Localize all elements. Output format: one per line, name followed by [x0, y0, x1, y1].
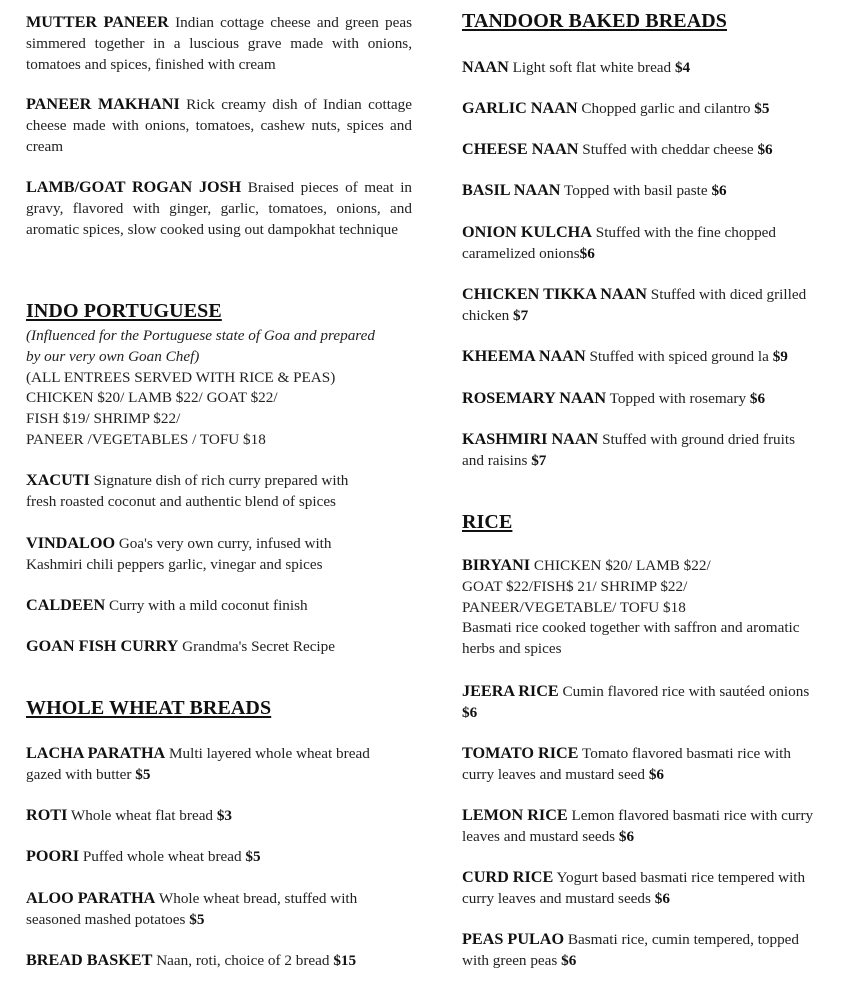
biryani-prices-line: GOAT $22/FISH$ 21/ SHRIMP $22/ — [462, 577, 688, 595]
item-description: Stuffed with ground dried fruits — [602, 431, 795, 448]
item-name: GOAN FISH CURRY — [26, 637, 179, 655]
menu-item-mutter-paneer — [26, 12, 412, 75]
item-price: $7 — [531, 451, 547, 469]
item-description: Goa's very own curry, infused with — [118, 535, 332, 552]
indo-portuguese-notes — [26, 326, 412, 451]
biryani-prices-line: CHICKEN $20/ LAMB $22/ — [533, 557, 711, 574]
indo-served-with: (ALL ENTREES SERVED WITH RICE & PEAS) — [26, 368, 336, 386]
indo-prices-line: CHICKEN $20/ LAMB $22/ GOAT $22/ — [26, 389, 278, 407]
menu-item-kheema-naan — [462, 346, 840, 368]
item-name: XACUTI — [26, 471, 90, 489]
item-name: KHEEMA NAAN — [462, 347, 586, 365]
item-name: CHICKEN TIKKA NAAN — [462, 285, 647, 303]
menu-item-basil-naan — [462, 180, 840, 202]
item-name: CHEESE NAAN — [462, 140, 579, 158]
item-name: LEMON RICE — [462, 806, 568, 824]
menu-item-kashmiri-naan — [462, 429, 840, 472]
item-name: BIRYANI — [462, 556, 531, 574]
item-price: $6 — [618, 827, 635, 845]
item-price: $7 — [513, 306, 529, 324]
menu-item-paneer-makhani — [26, 94, 412, 157]
menu-item-onion-kulcha — [462, 222, 840, 265]
menu-item-naan — [462, 57, 840, 79]
menu-item-rogan-josh — [26, 177, 412, 240]
item-name: JEERA RICE — [462, 682, 559, 700]
item-description: Multi layered whole wheat bread — [169, 745, 370, 762]
menu-item-curd-rice — [462, 867, 840, 910]
item-price: $5 — [245, 848, 261, 865]
menu-item-vindaloo — [26, 533, 412, 576]
item-description: Grandma's Secret Recipe — [182, 638, 335, 655]
item-description: herbs and spices — [462, 640, 562, 658]
menu-item-goan-fish-curry — [26, 636, 412, 658]
biryani-prices-line: PANEER/VEGETABLE/ TOFU $18 — [462, 598, 686, 616]
menu-item-lemon-rice — [462, 805, 840, 848]
item-name: PEAS PULAO — [462, 930, 565, 948]
item-description: curry leaves and mustard seed — [462, 765, 646, 783]
item-name: ROTI — [26, 806, 68, 824]
item-name: NAAN — [462, 58, 509, 76]
item-description: Kashmiri chili peppers garlic, vinegar and spices — [26, 555, 323, 573]
item-description: Signature dish of rich curry prepared with — [93, 472, 349, 489]
indo-prices-line: PANEER /VEGETABLES / TOFU $18 — [26, 430, 266, 448]
item-name: MUTTER PANEER — [26, 13, 169, 31]
item-description: caramelized onions — [462, 244, 580, 262]
menu-item-biryani — [462, 555, 840, 660]
item-description: Stuffed with spiced ground la — [589, 348, 769, 365]
indo-prices-line: FISH $19/ SHRIMP $22/ — [26, 410, 181, 428]
menu-item-lacha-paratha — [26, 743, 412, 786]
item-description: Topped with basil paste — [564, 182, 708, 199]
item-description: chicken — [462, 306, 510, 324]
item-price: $6 — [561, 951, 577, 969]
item-description: gazed with butter — [26, 765, 132, 783]
section-heading-rice: RICE — [462, 511, 513, 533]
item-price: $4 — [674, 59, 691, 76]
item-description: Cumin flavored rice with sautéed onions — [562, 683, 810, 700]
section-heading-whole-wheat-breads: WHOLE WHEAT BREADS — [26, 697, 272, 719]
section-heading-tandoor-baked-breads: TANDOOR BAKED BREADS — [462, 10, 727, 32]
item-description: Yogurt based basmati rice tempered with — [556, 869, 806, 886]
item-name: ALOO PARATHA — [26, 889, 156, 907]
item-description: with green peas — [462, 951, 558, 969]
item-price: $5 — [754, 100, 770, 117]
item-description: curry leaves and mustard seeds — [462, 889, 651, 907]
menu-item-xacuti — [26, 470, 412, 513]
menu-item-peas-pulao — [462, 929, 840, 972]
item-price: $6 — [757, 141, 773, 158]
item-description: Stuffed with diced grilled — [650, 286, 807, 303]
menu-item-aloo-paratha — [26, 888, 412, 931]
item-description: Whole wheat flat bread — [70, 807, 214, 824]
item-price: $15 — [333, 952, 357, 969]
item-description: Puffed whole wheat bread — [82, 848, 242, 865]
item-price: $6 — [579, 244, 595, 262]
indo-note-line: (Influenced for the Portuguese state of Goa and prepared — [26, 327, 375, 344]
item-description: Stuffed with cheddar cheese — [582, 141, 754, 158]
item-name: BREAD BASKET — [26, 951, 153, 969]
item-name: PANEER MAKHANI — [26, 95, 180, 113]
item-price: $6 — [654, 889, 670, 907]
item-description: Braised pieces of meat in gravy, flavored with ginger, garlic, tomatoes, onions, and aromatic spices, slow cooked using out dampokhat technique — [26, 179, 413, 238]
item-name: TOMATO RICE — [462, 744, 579, 762]
item-name: KASHMIRI NAAN — [462, 430, 599, 448]
menu-item-garlic-naan — [462, 98, 840, 120]
item-name: CALDEEN — [26, 596, 106, 614]
item-description: Naan, roti, choice of 2 bread — [156, 952, 330, 969]
item-price: $6 — [462, 703, 478, 721]
section-heading-indo-portuguese: INDO PORTUGUESE — [26, 300, 222, 322]
menu-item-tomato-rice — [462, 743, 840, 786]
menu-item-poori — [26, 846, 412, 868]
item-name: LACHA PARATHA — [26, 744, 166, 762]
item-price: $3 — [216, 807, 233, 824]
item-description: Lemon flavored basmati rice with curry — [571, 807, 814, 824]
item-description: Curry with a mild coconut finish — [108, 597, 308, 614]
item-price: $6 — [648, 765, 665, 783]
item-price: $6 — [711, 182, 727, 199]
item-name: CURD RICE — [462, 868, 554, 886]
item-name: ROSEMARY NAAN — [462, 389, 607, 407]
item-price: $5 — [189, 910, 205, 928]
menu-item-jeera-rice — [462, 681, 840, 724]
item-description: Rick creamy dish of Indian cottage cheese made with onions, tomatoes, cashew nuts, spices and cream — [26, 96, 412, 155]
item-description: Light soft flat white bread — [512, 59, 672, 76]
item-price: $9 — [772, 348, 788, 365]
menu-item-roti — [26, 805, 412, 827]
item-description: seasoned mashed potatoes — [26, 910, 186, 928]
item-description: fresh roasted coconut and authentic blend of spices — [26, 492, 336, 510]
indo-note-line: by our very own Goan Chef) — [26, 347, 200, 365]
item-description: Basmati rice cooked together with saffron and aromatic — [462, 619, 800, 637]
menu-item-cheese-naan — [462, 139, 840, 161]
item-description: Tomato flavored basmati rice with — [582, 745, 791, 762]
item-name: BASIL NAAN — [462, 181, 561, 199]
item-name: ONION KULCHA — [462, 223, 592, 241]
item-name: LAMB/GOAT ROGAN JOSH — [26, 178, 242, 196]
item-description: Stuffed with the fine chopped — [595, 224, 777, 241]
item-description: Chopped garlic and cilantro — [581, 100, 751, 117]
item-name: VINDALOO — [26, 534, 116, 552]
menu-item-chicken-tikka-naan — [462, 284, 840, 327]
item-description: and raisins — [462, 451, 528, 469]
item-price: $6 — [749, 390, 766, 407]
item-description: Whole wheat bread, stuffed with — [158, 890, 358, 907]
menu-item-rosemary-naan — [462, 388, 840, 410]
item-description: leaves and mustard seeds — [462, 827, 616, 845]
item-description: Topped with rosemary — [609, 390, 747, 407]
item-description: Indian cottage cheese and green peas simmered together in a luscious grave made with onions, tomatoes and spices, finished with cream — [26, 14, 412, 73]
item-description: Basmati rice, cumin tempered, topped — [567, 931, 800, 948]
item-name: GARLIC NAAN — [462, 99, 578, 117]
item-name: POORI — [26, 847, 80, 865]
item-price: $5 — [135, 765, 151, 783]
menu-item-bread-basket — [26, 950, 412, 972]
menu-item-caldeen — [26, 595, 412, 617]
